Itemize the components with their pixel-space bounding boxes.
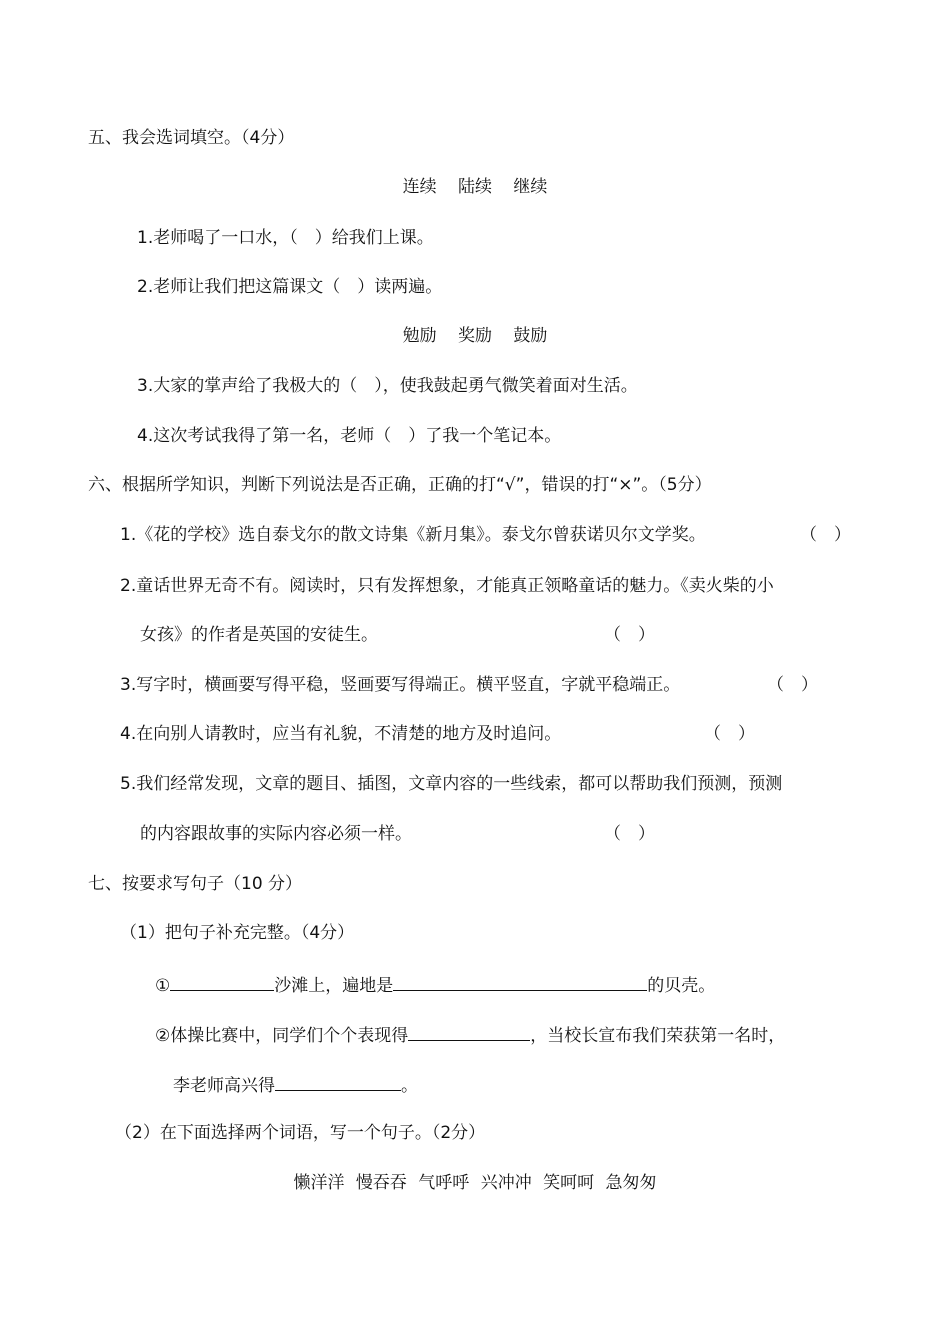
word-option: 继续 bbox=[513, 177, 548, 197]
answer-bracket[interactable]: （ ） bbox=[800, 525, 851, 545]
word-bank-2 bbox=[0, 324, 950, 348]
judge-item-5-cont: 的内容跟故事的实际内容必须一样。 bbox=[140, 824, 412, 844]
word-option: 慢吞吞 bbox=[355, 1173, 407, 1193]
word-option: 连续 bbox=[402, 177, 437, 197]
word-option: 笑呵呵 bbox=[543, 1173, 595, 1193]
sentence-text: 沙滩上，遍地是 bbox=[274, 976, 394, 996]
question-5-2: 2.老师让我们把这篇课文（ ）读两遍。 bbox=[137, 277, 443, 297]
judge-item-2: 2.童话世界无奇不有。阅读时，只有发挥想象，才能真正领略童话的魅力。《卖火柴的小 bbox=[120, 576, 774, 596]
judge-item-4: 4.在向别人请教时，应当有礼貌，不清楚的地方及时追问。 bbox=[120, 724, 562, 744]
word-option: 兴冲冲 bbox=[480, 1173, 532, 1193]
fill-sentence-2 bbox=[155, 1022, 785, 1048]
word-option: 鼓励 bbox=[513, 326, 548, 346]
word-option: 奖励 bbox=[458, 326, 492, 346]
fill-sentence-2-cont bbox=[173, 1072, 418, 1098]
word-bank-3 bbox=[0, 1171, 950, 1195]
judge-item-5: 5.我们经常发现，文章的题目、插图，文章内容的一些线索，都可以帮助我们预测，预测 bbox=[120, 774, 783, 794]
judge-item-1: 1.《花的学校》选自泰戈尔的散文诗集《新月集》。泰戈尔曾获诺贝尔文学奖。 bbox=[120, 525, 706, 545]
word-option: 气呼呼 bbox=[418, 1173, 470, 1193]
answer-bracket[interactable]: （ ） bbox=[704, 724, 755, 744]
circled-number: ① bbox=[155, 976, 171, 996]
fill-sentence-1 bbox=[155, 972, 715, 998]
fill-blank[interactable] bbox=[393, 972, 647, 991]
word-option: 懒洋洋 bbox=[293, 1173, 345, 1193]
question-5-4: 4.这次考试我得了第一名，老师（ ）了我一个笔记本。 bbox=[137, 426, 562, 446]
word-bank-1 bbox=[0, 175, 950, 199]
answer-bracket[interactable]: （ ） bbox=[604, 824, 655, 844]
fill-blank[interactable] bbox=[275, 1072, 401, 1091]
word-option: 急匆匆 bbox=[605, 1173, 657, 1193]
judge-item-3: 3.写字时，横画要写得平稳，竖画要写得端正。横平竖直，字就平稳端正。 bbox=[120, 675, 681, 695]
answer-bracket[interactable]: （ ） bbox=[604, 625, 655, 645]
section6-heading: 六、根据所学知识，判断下列说法是否正确，正确的打“√”，错误的打“×”。（5分） bbox=[88, 475, 712, 495]
sentence-text: 。 bbox=[401, 1076, 418, 1096]
section7-part1-heading: （1）把句子补充完整。（4分） bbox=[120, 923, 355, 943]
section7-part2-heading: （2）在下面选择两个词语，写一个句子。（2分） bbox=[115, 1123, 486, 1143]
question-5-3: 3.大家的掌声给了我极大的（ ），使我鼓起勇气微笑着面对生活。 bbox=[137, 376, 638, 396]
section5-heading: 五、我会选词填空。（4分） bbox=[88, 128, 295, 148]
judge-item-2-cont: 女孩》的作者是英国的安徒生。 bbox=[140, 625, 378, 645]
fill-blank[interactable] bbox=[408, 1022, 530, 1041]
word-option: 陆续 bbox=[458, 177, 492, 197]
sentence-text: ，当校长宣布我们荣获第一名时， bbox=[530, 1026, 786, 1046]
sentence-text: ②体操比赛中，同学们个个表现得 bbox=[155, 1026, 409, 1046]
word-option: 勉励 bbox=[402, 326, 437, 346]
sentence-text: 李老师高兴得 bbox=[173, 1076, 275, 1096]
answer-bracket[interactable]: （ ） bbox=[767, 675, 818, 695]
fill-blank[interactable] bbox=[170, 972, 274, 991]
section7-heading: 七、按要求写句子（10 分） bbox=[88, 874, 303, 894]
question-5-1: 1.老师喝了一口水，（ ）给我们上课。 bbox=[137, 228, 434, 248]
sentence-text: 的贝壳。 bbox=[647, 976, 716, 996]
